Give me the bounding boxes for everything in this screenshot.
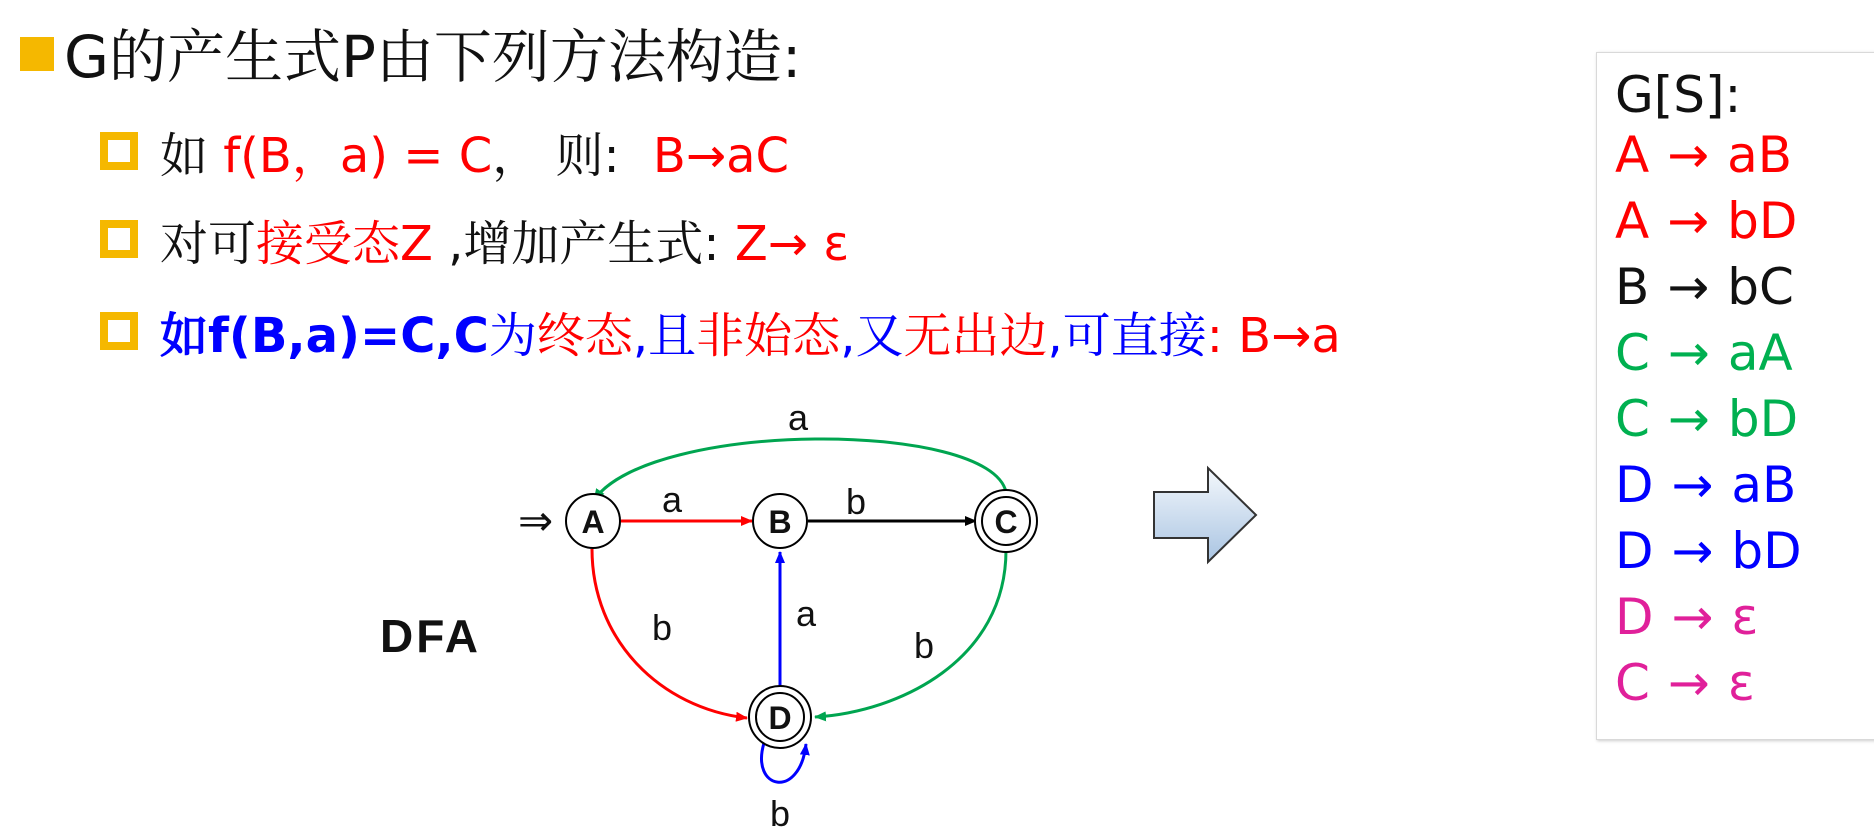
title-text: G的产生式P由下列方法构造: — [64, 23, 802, 91]
label-d-to-b: a — [795, 593, 817, 634]
rule-rhs: ε — [1727, 654, 1755, 712]
rule-arrow: → — [1667, 126, 1710, 184]
label-c-to-d: b — [913, 625, 935, 666]
block-right-arrow-icon — [1154, 468, 1256, 562]
rule-arrow: → — [1667, 192, 1710, 250]
rule-arrow: → — [1667, 390, 1710, 448]
bullet3-and: ,且 — [632, 308, 697, 364]
rule-lhs: A — [1615, 192, 1650, 250]
start-arrow-icon: ⇒ — [518, 497, 554, 544]
bullet2-mid: ,增加产生式: — [432, 216, 735, 272]
label-c-to-a: a — [787, 397, 809, 438]
state-d-final — [749, 686, 811, 748]
bullet1-function: f(B，a) = C — [223, 128, 493, 184]
rule-lhs: D — [1615, 588, 1654, 646]
bullet2-accept-state: 接受态Z — [256, 216, 433, 272]
bullet3-also: ,又 — [840, 308, 904, 364]
state-b-label: B — [768, 504, 792, 540]
rule-arrow: → — [1667, 654, 1710, 712]
grammar-rule — [1615, 191, 1797, 251]
rule-lhs: D — [1615, 522, 1654, 580]
bullet3-final-state: 终态 — [536, 308, 633, 364]
bullet2-production: Z→ ε — [734, 216, 850, 272]
rule-rhs: aB — [1727, 126, 1793, 184]
grammar-rule — [1615, 653, 1755, 713]
grammar-rule — [1615, 323, 1793, 383]
state-a-label: A — [581, 504, 605, 540]
rule-rhs: ε — [1731, 588, 1759, 646]
bullet2-prefix: 对可 — [160, 216, 257, 272]
rule-rhs: bC — [1727, 258, 1794, 316]
state-c-label: C — [994, 504, 1018, 540]
bullet3-not-initial: 非始态 — [696, 308, 841, 364]
edge-c-to-a — [594, 439, 1006, 500]
rule-arrow: → — [1671, 522, 1714, 580]
rule-lhs: B — [1615, 258, 1650, 316]
state-c-final — [975, 490, 1037, 552]
state-d-label: D — [768, 700, 792, 736]
bullet3-directly: ,可直接 — [1047, 308, 1207, 364]
grammar-rule — [1615, 125, 1792, 185]
grammar-rule — [1615, 521, 1802, 581]
rule-lhs: C — [1615, 654, 1650, 712]
rule-rhs: aA — [1727, 324, 1793, 382]
rule-rhs: bD — [1731, 522, 1802, 580]
edge-c-to-d — [815, 550, 1006, 717]
grammar-title: G[S]: — [1615, 66, 1742, 124]
grammar-rule — [1615, 587, 1758, 647]
rule-rhs: aB — [1731, 456, 1797, 514]
edge-d-self-loop — [762, 743, 806, 782]
rule-arrow: → — [1671, 588, 1714, 646]
bullet3-condition: 如f(B,a)=C,C — [160, 308, 489, 364]
state-a — [566, 494, 620, 548]
grammar-rule — [1615, 389, 1798, 449]
label-d-self-loop: b — [769, 793, 791, 834]
label-a-to-b: a — [661, 479, 683, 520]
state-b — [753, 494, 807, 548]
dfa-caption: DFA — [380, 610, 481, 662]
rule-lhs: D — [1615, 456, 1654, 514]
rule-lhs: C — [1615, 390, 1650, 448]
bullet1-mid: ， 则: — [492, 128, 635, 184]
grammar-rule — [1615, 257, 1794, 317]
bullet3-no-out-edges: 无出边 — [903, 308, 1048, 364]
rule-lhs: C — [1615, 324, 1650, 382]
rule-rhs: bD — [1727, 390, 1799, 448]
rule-rhs: bD — [1727, 192, 1798, 250]
rule-arrow: → — [1671, 456, 1714, 514]
rule-arrow: → — [1667, 258, 1710, 316]
bullet3-word-is: 为 — [488, 308, 537, 364]
rule-lhs: A — [1615, 126, 1650, 184]
bullet3-production: : B→a — [1206, 308, 1341, 364]
rule-arrow: → — [1667, 324, 1710, 382]
bullet1-production: B→aC — [652, 128, 789, 184]
grammar-rule — [1615, 455, 1796, 515]
grammar-panel — [1596, 52, 1874, 740]
label-a-to-d: b — [651, 607, 673, 648]
label-b-to-c: b — [845, 481, 867, 522]
bullet1-prefix: 如 — [160, 128, 224, 184]
